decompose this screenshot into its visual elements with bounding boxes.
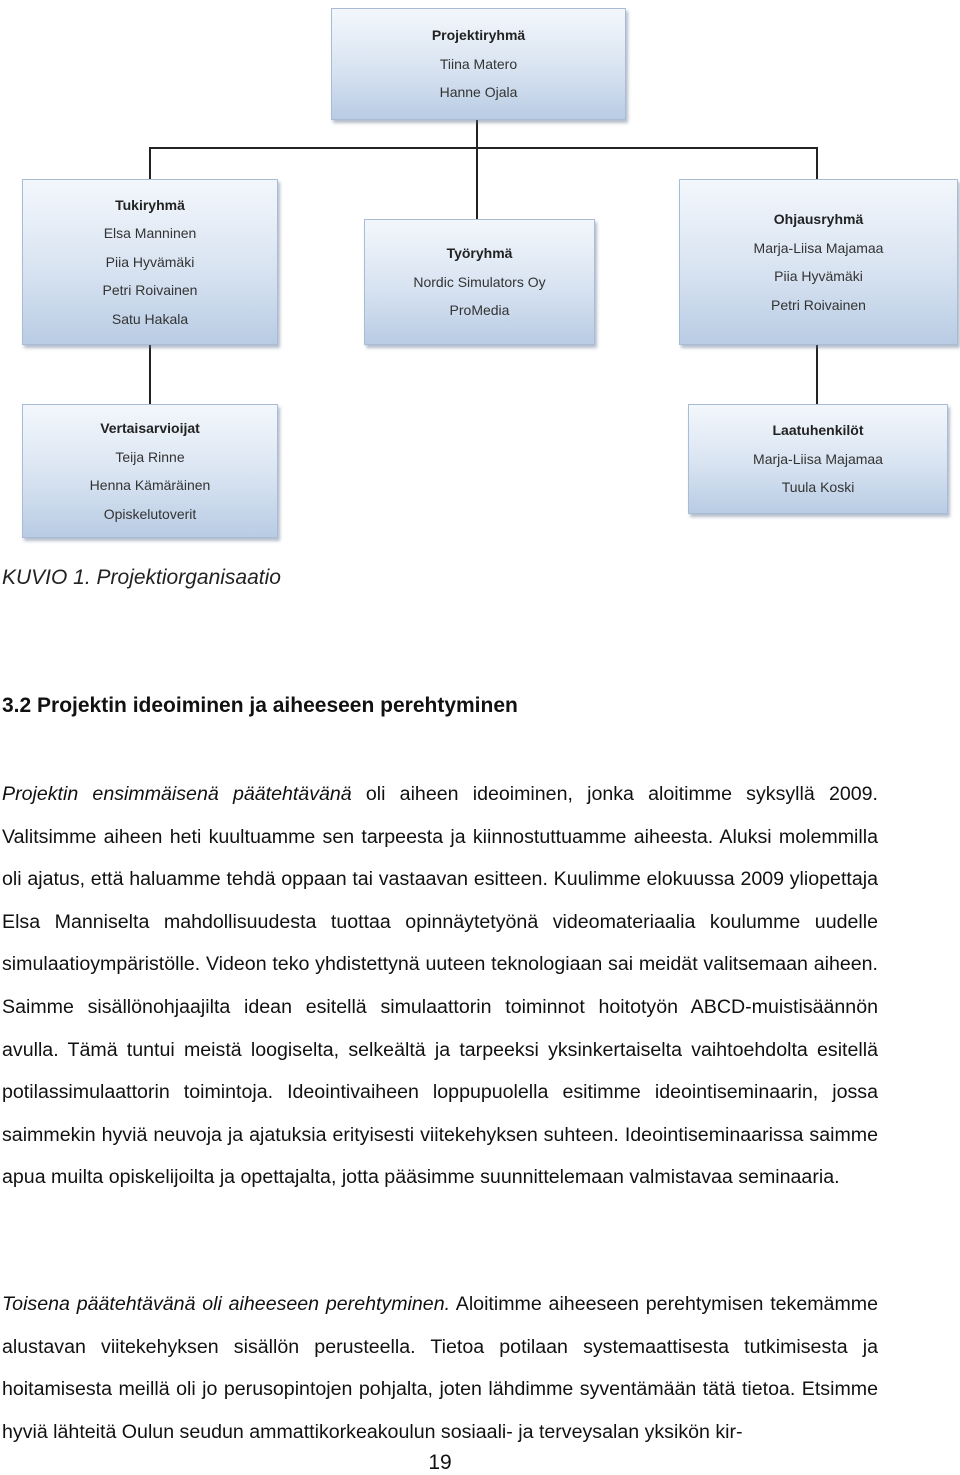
connector-right-drop <box>816 147 818 179</box>
tukiryhma-member: Satu Hakala <box>111 310 189 327</box>
figure-caption: KUVIO 1. Projektiorganisaatio <box>2 566 281 589</box>
tukiryhma-member: Petri Roivainen <box>102 282 198 299</box>
tyoryhma-member: Nordic Simulators Oy <box>413 273 546 290</box>
connector-right-lower <box>816 345 818 404</box>
projektiryhma-member: Tiina Matero <box>439 55 518 72</box>
paragraph-2 <box>2 1283 878 1453</box>
ohjausryhma-member: Piia Hyvämäki <box>774 268 863 284</box>
vertaisarvioijat-member: Teija Rinne <box>115 448 185 465</box>
tyoryhma-title: Työryhmä <box>446 245 513 262</box>
section-heading: 3.2 Projektin ideoiminen ja aiheeseen perehtyminen <box>2 694 518 717</box>
ohjausryhma-member: Petri Roivainen <box>771 296 866 313</box>
org-chart <box>0 0 960 560</box>
vertaisarvioijat-member: Henna Kämäräinen <box>89 477 211 493</box>
ohjausryhma-title: Ohjausryhmä <box>773 211 864 227</box>
ohjausryhma-member: Marja-Liisa Majamaa <box>753 239 884 256</box>
tukiryhma-member: Elsa Manninen <box>103 225 197 242</box>
vertaisarvioijat-member: Opiskelutoverit <box>103 505 197 522</box>
connector-trunk <box>476 120 478 148</box>
paragraph-1-text: oli aiheen ideoiminen, jonka aloitimme syksyllä 2009. Valitsimme aiheen heti kuultuamme sen tarpeesta ja kiinnostuttuamme aiheesta. Aluksi molemmilla oli ajatus, että haluamme tehdä oppaan tai vastaavan esitteen. Kuulimme elokuussa 2009 yliopettaja Elsa Manniselta mahdollisuudesta tuottaa opinnäytetyönä videomateriaalia koulumme uudelle simulaatioympäristölle. Videon teko yhdistettynä uuteen teknologiaan sai meidät valitsemaan aiheen. Saimme sisällönohjaajilta idean esitellä simulaattorin toiminnot hoitotyön ABCD-muistisäännön avulla. Tämä tuntui meistä loogiselta, selkeältä ja tarpeeksi yksinkertaiselta vaihtoehdolta esitellä potilassimulaattorin toimintoja. Ideointivaiheen loppupuolella esitimme ideointiseminaarin, jossa saimmekin hyviä neuvoja ja ajatuksia erityisesti viitekehyksen suhteen. Ideointiseminaarissa saimme apua muilta opiskelijoilta ja opettajalta, jotta pääsimme suunnittelemaan valmistavaa seminaaria. <box>2 783 878 1189</box>
tyoryhma-box <box>364 219 595 345</box>
paragraph-1-italic: Projektin ensimmäisenä päätehtävänä <box>2 783 352 805</box>
paragraph-2-text: Aloitimme aiheeseen perehtymisen tekemämme alustavan viitekehyksen sisällön perusteella. Tietoa potilaan systemaattisesta tutkimisesta ja hoitamisesta meillä oli jo perusopintojen pohjalta, joten lähdimme syventämään tätä tietoa. Etsimme hyviä lähteitä Oulun seudun ammattikorkeakoulun sosiaali- ja terveysalan yksikön kir- <box>2 1293 878 1443</box>
connector-horizontal <box>149 147 818 149</box>
projektiryhma-box <box>331 8 626 120</box>
paragraph-2-italic: Toisena päätehtävänä oli aiheeseen perehtyminen. <box>2 1293 451 1315</box>
tukiryhma-box <box>22 179 278 345</box>
laatuhenkilot-member: Marja-Liisa Majamaa <box>753 450 883 467</box>
vertaisarvioijat-title: Vertaisarvioijat <box>100 420 200 436</box>
tukiryhma-title: Tukiryhmä <box>115 196 185 213</box>
connector-center-drop <box>476 147 478 219</box>
laatuhenkilot-member: Tuula Koski <box>781 479 855 496</box>
paragraph-1 <box>2 773 878 1199</box>
connector-left-drop <box>149 147 151 179</box>
projektiryhma-title: Projektiryhmä <box>431 27 526 44</box>
tyoryhma-member: ProMedia <box>449 302 510 319</box>
laatuhenkilot-title: Laatuhenkilöt <box>772 422 864 439</box>
laatuhenkilot-box <box>688 404 948 514</box>
tukiryhma-member: Piia Hyvämäki <box>105 253 195 270</box>
page-number: 19 <box>428 1451 452 1474</box>
projektiryhma-member: Hanne Ojala <box>439 84 518 101</box>
connector-left-lower <box>149 345 151 404</box>
vertaisarvioijat-box <box>22 404 278 538</box>
ohjausryhma-box <box>679 179 958 345</box>
